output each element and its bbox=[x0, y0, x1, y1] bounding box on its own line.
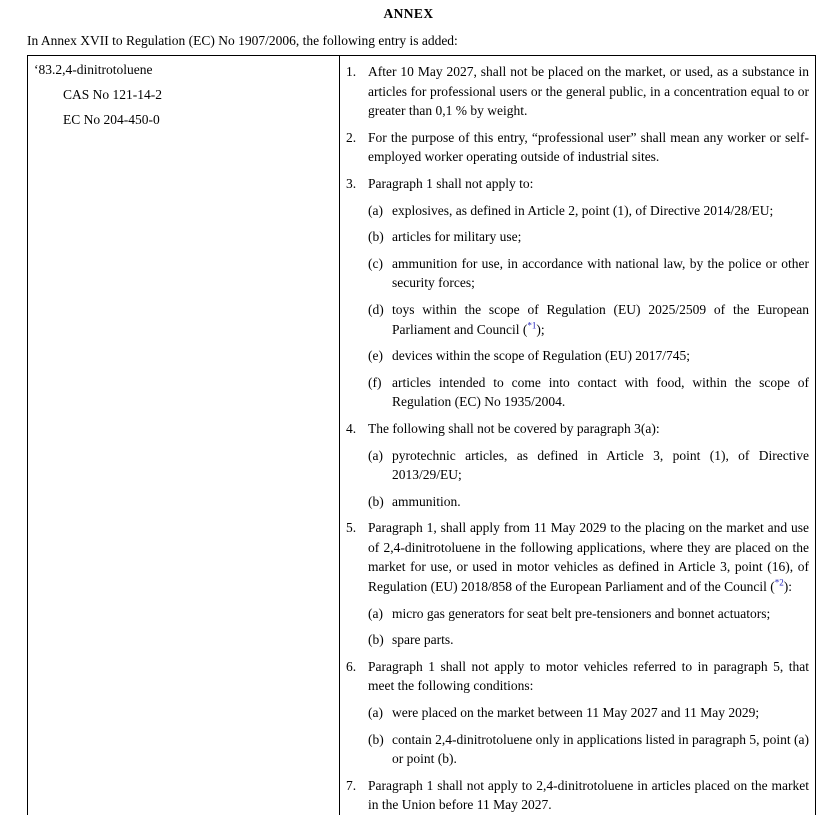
annex-entry-table bbox=[27, 55, 816, 815]
condition-subitem-text: articles for military use; bbox=[392, 229, 522, 245]
condition-subitem-list bbox=[368, 703, 809, 769]
condition-subitem bbox=[368, 373, 809, 412]
condition-item-text: After 10 May 2027, shall not be placed on the market, or used, as a substance in articles for professional users or the general public, in a concentration equal to or greater than 0,1 % by weight. bbox=[368, 64, 809, 119]
condition-item-text: For the purpose of this entry, “professional user” shall mean any worker or self-employed worker operating outside of industrial sites. bbox=[368, 129, 809, 165]
condition-subitem-list bbox=[368, 201, 809, 412]
condition-item-marker: 5. bbox=[346, 520, 357, 536]
condition-subitem-marker: (e) bbox=[368, 348, 383, 364]
condition-subitem-marker: (b) bbox=[368, 229, 384, 245]
condition-subitem-text: ammunition for use, in accordance with national law, by the police or other security forces; bbox=[392, 255, 809, 291]
condition-item-marker: 4. bbox=[346, 420, 357, 436]
condition-item-marker: 2. bbox=[346, 129, 357, 145]
condition-subitem bbox=[368, 703, 809, 723]
condition-subitem-marker: (a) bbox=[368, 202, 383, 218]
footnote-reference[interactable]: *1 bbox=[527, 320, 537, 331]
condition-subitem bbox=[368, 446, 809, 485]
condition-item-marker: 3. bbox=[346, 175, 357, 191]
condition-subitem-list bbox=[368, 604, 809, 650]
intro-paragraph: In Annex XVII to Regulation (EC) No 1907/2006, the following entry is added: bbox=[27, 33, 458, 48]
condition-subitem-list bbox=[368, 446, 809, 512]
substance-entry-name: ‘83.2,4-dinitrotoluene bbox=[34, 62, 153, 77]
substance-cell bbox=[28, 56, 340, 815]
condition-item bbox=[346, 62, 809, 121]
condition-subitem bbox=[368, 604, 809, 624]
condition-subitem bbox=[368, 201, 809, 221]
condition-subitem bbox=[368, 300, 809, 339]
conditions-list bbox=[340, 56, 815, 815]
condition-subitem-text: micro gas generators for seat belt pre-tensioners and bonnet actuators; bbox=[392, 605, 771, 621]
condition-subitem-marker: (d) bbox=[368, 301, 384, 317]
condition-subitem-marker: (a) bbox=[368, 705, 383, 721]
condition-subitem bbox=[368, 492, 809, 512]
condition-subitem bbox=[368, 630, 809, 650]
condition-subitem-marker: (c) bbox=[368, 255, 383, 271]
condition-subitem bbox=[368, 254, 809, 293]
condition-subitem bbox=[368, 730, 809, 769]
condition-subitem-text: ammunition. bbox=[392, 493, 461, 509]
condition-item bbox=[346, 128, 809, 167]
condition-subitem-text: contain 2,4-dinitrotoluene only in applications listed in paragraph 5, point (a) or point (b). bbox=[392, 731, 809, 767]
condition-subitem bbox=[368, 346, 809, 366]
condition-item-text: Paragraph 1 shall not apply to motor vehicles referred to in paragraph 5, that meet the following conditions: bbox=[368, 658, 809, 694]
condition-subitem-marker: (a) bbox=[368, 605, 383, 621]
condition-item-marker: 6. bbox=[346, 658, 357, 674]
condition-item-text: Paragraph 1 shall not apply to 2,4-dinitrotoluene in articles placed on the market in the Union before 11 May 2027. bbox=[368, 777, 809, 813]
condition-item-text: Paragraph 1 shall not apply to: bbox=[368, 175, 534, 191]
substance-ec-number: EC No 204-450-0 bbox=[63, 112, 160, 127]
page-title: ANNEX bbox=[383, 6, 434, 21]
condition-subitem-marker: (b) bbox=[368, 632, 384, 648]
condition-subitem-text: toys within the scope of Regulation (EU) 2025/2509 of the European Parliament and Council ($^{*1}$); bbox=[392, 301, 809, 337]
condition-subitem-text: devices within the scope of Regulation (EU) 2017/745; bbox=[392, 348, 691, 364]
condition-subitem-marker: (f) bbox=[368, 374, 382, 390]
condition-subitem-marker: (a) bbox=[368, 447, 383, 463]
condition-item bbox=[346, 657, 809, 769]
condition-item-marker: 1. bbox=[346, 64, 357, 79]
condition-item bbox=[346, 518, 809, 650]
condition-subitem-text: explosives, as defined in Article 2, point (1), of Directive 2014/28/EU; bbox=[392, 202, 774, 218]
condition-subitem-text: articles intended to come into contact with food, within the scope of Regulation (EC) No 1935/2004. bbox=[392, 374, 809, 410]
condition-item bbox=[346, 776, 809, 815]
condition-item bbox=[346, 419, 809, 511]
condition-subitem-text: spare parts. bbox=[392, 632, 454, 648]
condition-subitem-marker: (b) bbox=[368, 493, 384, 509]
footnote-reference[interactable]: *2 bbox=[774, 577, 784, 588]
condition-item-marker: 7. bbox=[346, 777, 357, 793]
table-row bbox=[28, 56, 816, 815]
conditions-cell bbox=[340, 56, 816, 815]
condition-item bbox=[346, 174, 809, 412]
substance-cas-number: CAS No 121-14-2 bbox=[63, 87, 163, 102]
condition-item-text: Paragraph 1, shall apply from 11 May 2029 to the placing on the market and use of 2,4-dinitrotoluene in the following applications, where they are placed on the market for use, or used in motor vehicles as defined in Article 3, point (16), of Regulation (EU) 2018/858 of the European Parliament and of the Council ($^{*2}$): bbox=[368, 520, 809, 595]
condition-subitem-text: pyrotechnic articles, as defined in Article 3, point (1), of Directive 2013/29/EU; bbox=[392, 447, 809, 483]
condition-item-text: The following shall not be covered by paragraph 3(a): bbox=[368, 420, 660, 436]
condition-subitem-text: were placed on the market between 11 May 2027 and 11 May 2029; bbox=[392, 705, 760, 721]
condition-subitem bbox=[368, 227, 809, 247]
condition-subitem-marker: (b) bbox=[368, 731, 384, 747]
